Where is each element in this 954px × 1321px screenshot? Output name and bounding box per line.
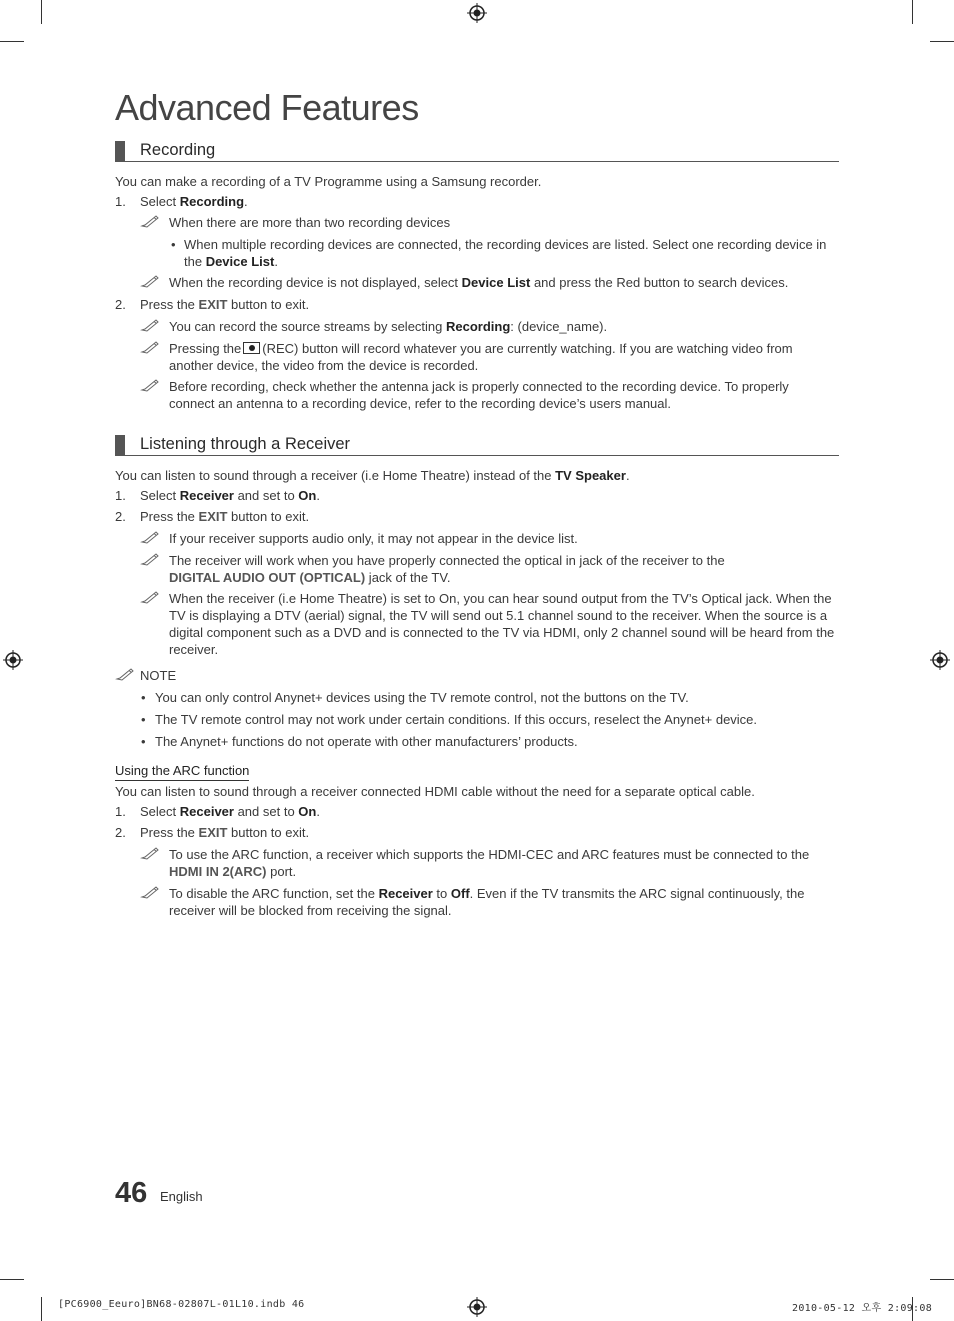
section-bar bbox=[115, 141, 125, 161]
section-heading-text: Recording bbox=[140, 141, 216, 159]
registration-mark-icon bbox=[930, 650, 950, 670]
note-bold: DIGITAL AUDIO OUT (OPTICAL) bbox=[169, 570, 366, 585]
receiver-intro bbox=[115, 467, 630, 484]
crop-mark bbox=[912, 0, 913, 24]
arc-step-1 bbox=[140, 803, 320, 820]
bullet-point: • bbox=[141, 734, 146, 749]
recording-note-3 bbox=[169, 318, 607, 335]
step-bold: On bbox=[298, 488, 317, 503]
step-text: Select bbox=[140, 488, 180, 503]
note-text: To disable the ARC function, set the bbox=[169, 886, 379, 901]
crop-mark bbox=[0, 1279, 24, 1280]
note-text: to bbox=[432, 886, 451, 901]
step-text: Select bbox=[140, 804, 180, 819]
arc-note-2 bbox=[169, 885, 829, 919]
bullet-point: • bbox=[171, 237, 176, 252]
note-bold: Off bbox=[450, 886, 470, 901]
step-number: 1. bbox=[115, 194, 126, 209]
recording-note-2 bbox=[169, 274, 788, 291]
intro-text: . bbox=[625, 468, 630, 483]
recording-intro: You can make a recording of a TV Programme using a Samsung recorder. bbox=[115, 174, 542, 189]
note-pencil-icon bbox=[140, 318, 160, 332]
note-pencil-icon bbox=[140, 530, 160, 544]
arc-note-1 bbox=[169, 846, 829, 880]
crop-mark bbox=[41, 1297, 42, 1321]
subsection-heading-arc: Using the ARC function bbox=[115, 762, 249, 781]
step-text: . bbox=[316, 804, 320, 819]
receiver-bullet-3: The Anynet+ functions do not operate with other manufacturers’ products. bbox=[155, 734, 578, 749]
intro-text: You can listen to sound through a receiver (i.e Home Theatre) instead of the bbox=[115, 468, 556, 483]
note-pencil-icon bbox=[140, 885, 160, 899]
step-text: and set to bbox=[233, 804, 299, 819]
note-text: port. bbox=[266, 864, 297, 879]
note-pencil-icon bbox=[140, 340, 160, 354]
arc-intro: You can listen to sound through a receiver connected HDMI cable without the need for a separate optical cable. bbox=[115, 784, 755, 799]
note-text: The receiver will work when you have properly connected the optical in jack of the receiver to the bbox=[169, 553, 725, 568]
footer-file-info: [PC6900_Eeuro]BN68-02807L-01L10.indb 46 bbox=[58, 1299, 305, 1310]
note-text: Pressing the bbox=[169, 341, 242, 356]
crop-mark bbox=[0, 41, 24, 42]
receiver-bullet-2: The TV remote control may not work under certain conditions. If this occurs, reselect the Anynet+ device. bbox=[155, 712, 758, 727]
recording-note-1: When there are more than two recording devices bbox=[169, 215, 451, 230]
recording-step-2 bbox=[140, 296, 309, 313]
intro-bold: TV Speaker bbox=[555, 468, 626, 483]
bullet-point: • bbox=[141, 690, 146, 705]
step-bold: Receiver bbox=[179, 804, 234, 819]
receiver-note-2 bbox=[169, 552, 749, 586]
note-pencil-icon bbox=[140, 590, 160, 604]
section-heading-recording bbox=[115, 140, 839, 162]
note-bold: Device List bbox=[461, 275, 531, 290]
step-number: 2. bbox=[115, 297, 126, 312]
receiver-note-3: When the receiver (i.e Home Theatre) is set to On, you can hear sound output from the TV’s Optical jack. When the TV is displaying a DTV (aerial) signal, the TV will send out 5.1 channel sound to the receiver. When the source is a digital component such as a DVD and is connected to the TV via HDMI, only 2 channel sound will be heard from the receiver. bbox=[169, 591, 835, 657]
registration-mark-icon bbox=[467, 1297, 487, 1317]
step-text: . bbox=[316, 488, 320, 503]
step-text: button to exit. bbox=[227, 509, 310, 524]
step-text: button to exit. bbox=[227, 825, 310, 840]
note-pencil-icon bbox=[140, 378, 160, 392]
step-number: 2. bbox=[115, 825, 126, 840]
note-pencil-icon bbox=[140, 274, 160, 288]
registration-mark-icon bbox=[467, 3, 487, 23]
recording-note-4 bbox=[169, 340, 829, 374]
note-pencil-icon bbox=[140, 846, 160, 860]
note-bold: Recording bbox=[446, 319, 511, 334]
receiver-step-1 bbox=[140, 487, 320, 504]
step-text: and set to bbox=[233, 488, 299, 503]
step-text: . bbox=[244, 194, 248, 209]
note-pencil-icon bbox=[140, 214, 160, 228]
bullet-bold: Device List bbox=[205, 254, 275, 269]
section-heading-text: Listening through a Receiver bbox=[140, 435, 351, 453]
page-title: Advanced Features bbox=[115, 87, 419, 128]
recording-bullet-1 bbox=[184, 236, 840, 270]
section-bar bbox=[115, 435, 125, 455]
step-text: Press the bbox=[140, 297, 199, 312]
bullet-text: When multiple recording devices are connected, the recording devices are listed. Select one recording device in the bbox=[184, 237, 827, 269]
step-text: Press the bbox=[140, 825, 199, 840]
recording-note-5: Before recording, check whether the antenna jack is properly connected to the recording device. To properly connect an antenna to a recording device, refer to the recording device’s users manual. bbox=[169, 379, 789, 411]
bullet-point: • bbox=[141, 712, 146, 727]
section-heading-receiver bbox=[115, 434, 839, 456]
step-bold: Recording bbox=[179, 194, 245, 209]
recording-step-1 bbox=[140, 193, 248, 210]
step-bold: EXIT bbox=[198, 297, 228, 312]
note-pencil-icon bbox=[140, 552, 160, 566]
note-pencil-icon bbox=[115, 667, 135, 681]
step-bold: Receiver bbox=[179, 488, 234, 503]
note-text: . Even if the TV transmits the ARC signal continuously, the receiver will be blocked from receiving the signal. bbox=[169, 886, 805, 918]
registration-mark-icon bbox=[3, 650, 23, 670]
arc-step-2 bbox=[140, 824, 309, 841]
note-bold: Receiver bbox=[378, 886, 433, 901]
step-number: 2. bbox=[115, 509, 126, 524]
note-text: To use the ARC function, a receiver which supports the HDMI-CEC and ARC features must be connected to the bbox=[169, 847, 810, 862]
crop-mark bbox=[930, 1279, 954, 1280]
step-bold: EXIT bbox=[198, 509, 228, 524]
step-bold: On bbox=[298, 804, 317, 819]
page-language: English bbox=[160, 1189, 203, 1204]
step-text: Press the bbox=[140, 509, 199, 524]
step-text: button to exit. bbox=[227, 297, 310, 312]
bullet-text: . bbox=[274, 254, 278, 269]
note-text: (REC) button will record whatever you are currently watching. If you are watching video from another device, the video from the device is recorded. bbox=[169, 341, 793, 373]
receiver-note-1: If your receiver supports audio only, it may not appear in the device list. bbox=[169, 531, 578, 546]
step-text: Select bbox=[140, 194, 180, 209]
note-text: and press the Red button to search devices. bbox=[530, 275, 789, 290]
receiver-bullet-1: You can only control Anynet+ devices using the TV remote control, not the buttons on the TV. bbox=[155, 690, 689, 705]
note-text: : (device_name). bbox=[510, 319, 608, 334]
note-text: When the recording device is not displayed, select bbox=[169, 275, 462, 290]
crop-mark bbox=[41, 0, 42, 24]
page-number: 46 bbox=[115, 1177, 148, 1209]
note-text: You can record the source streams by selecting bbox=[169, 319, 446, 334]
footer-datetime: 2010-05-12 오후 2:09:08 bbox=[792, 1303, 933, 1314]
note-text: jack of the TV. bbox=[365, 570, 451, 585]
step-bold: EXIT bbox=[198, 825, 228, 840]
receiver-step-2 bbox=[140, 508, 309, 525]
note-bold: HDMI IN 2(ARC) bbox=[169, 864, 267, 879]
step-number: 1. bbox=[115, 804, 126, 819]
crop-mark bbox=[930, 41, 954, 42]
rec-button-icon bbox=[243, 342, 260, 354]
step-number: 1. bbox=[115, 488, 126, 503]
note-label: NOTE bbox=[140, 668, 177, 683]
